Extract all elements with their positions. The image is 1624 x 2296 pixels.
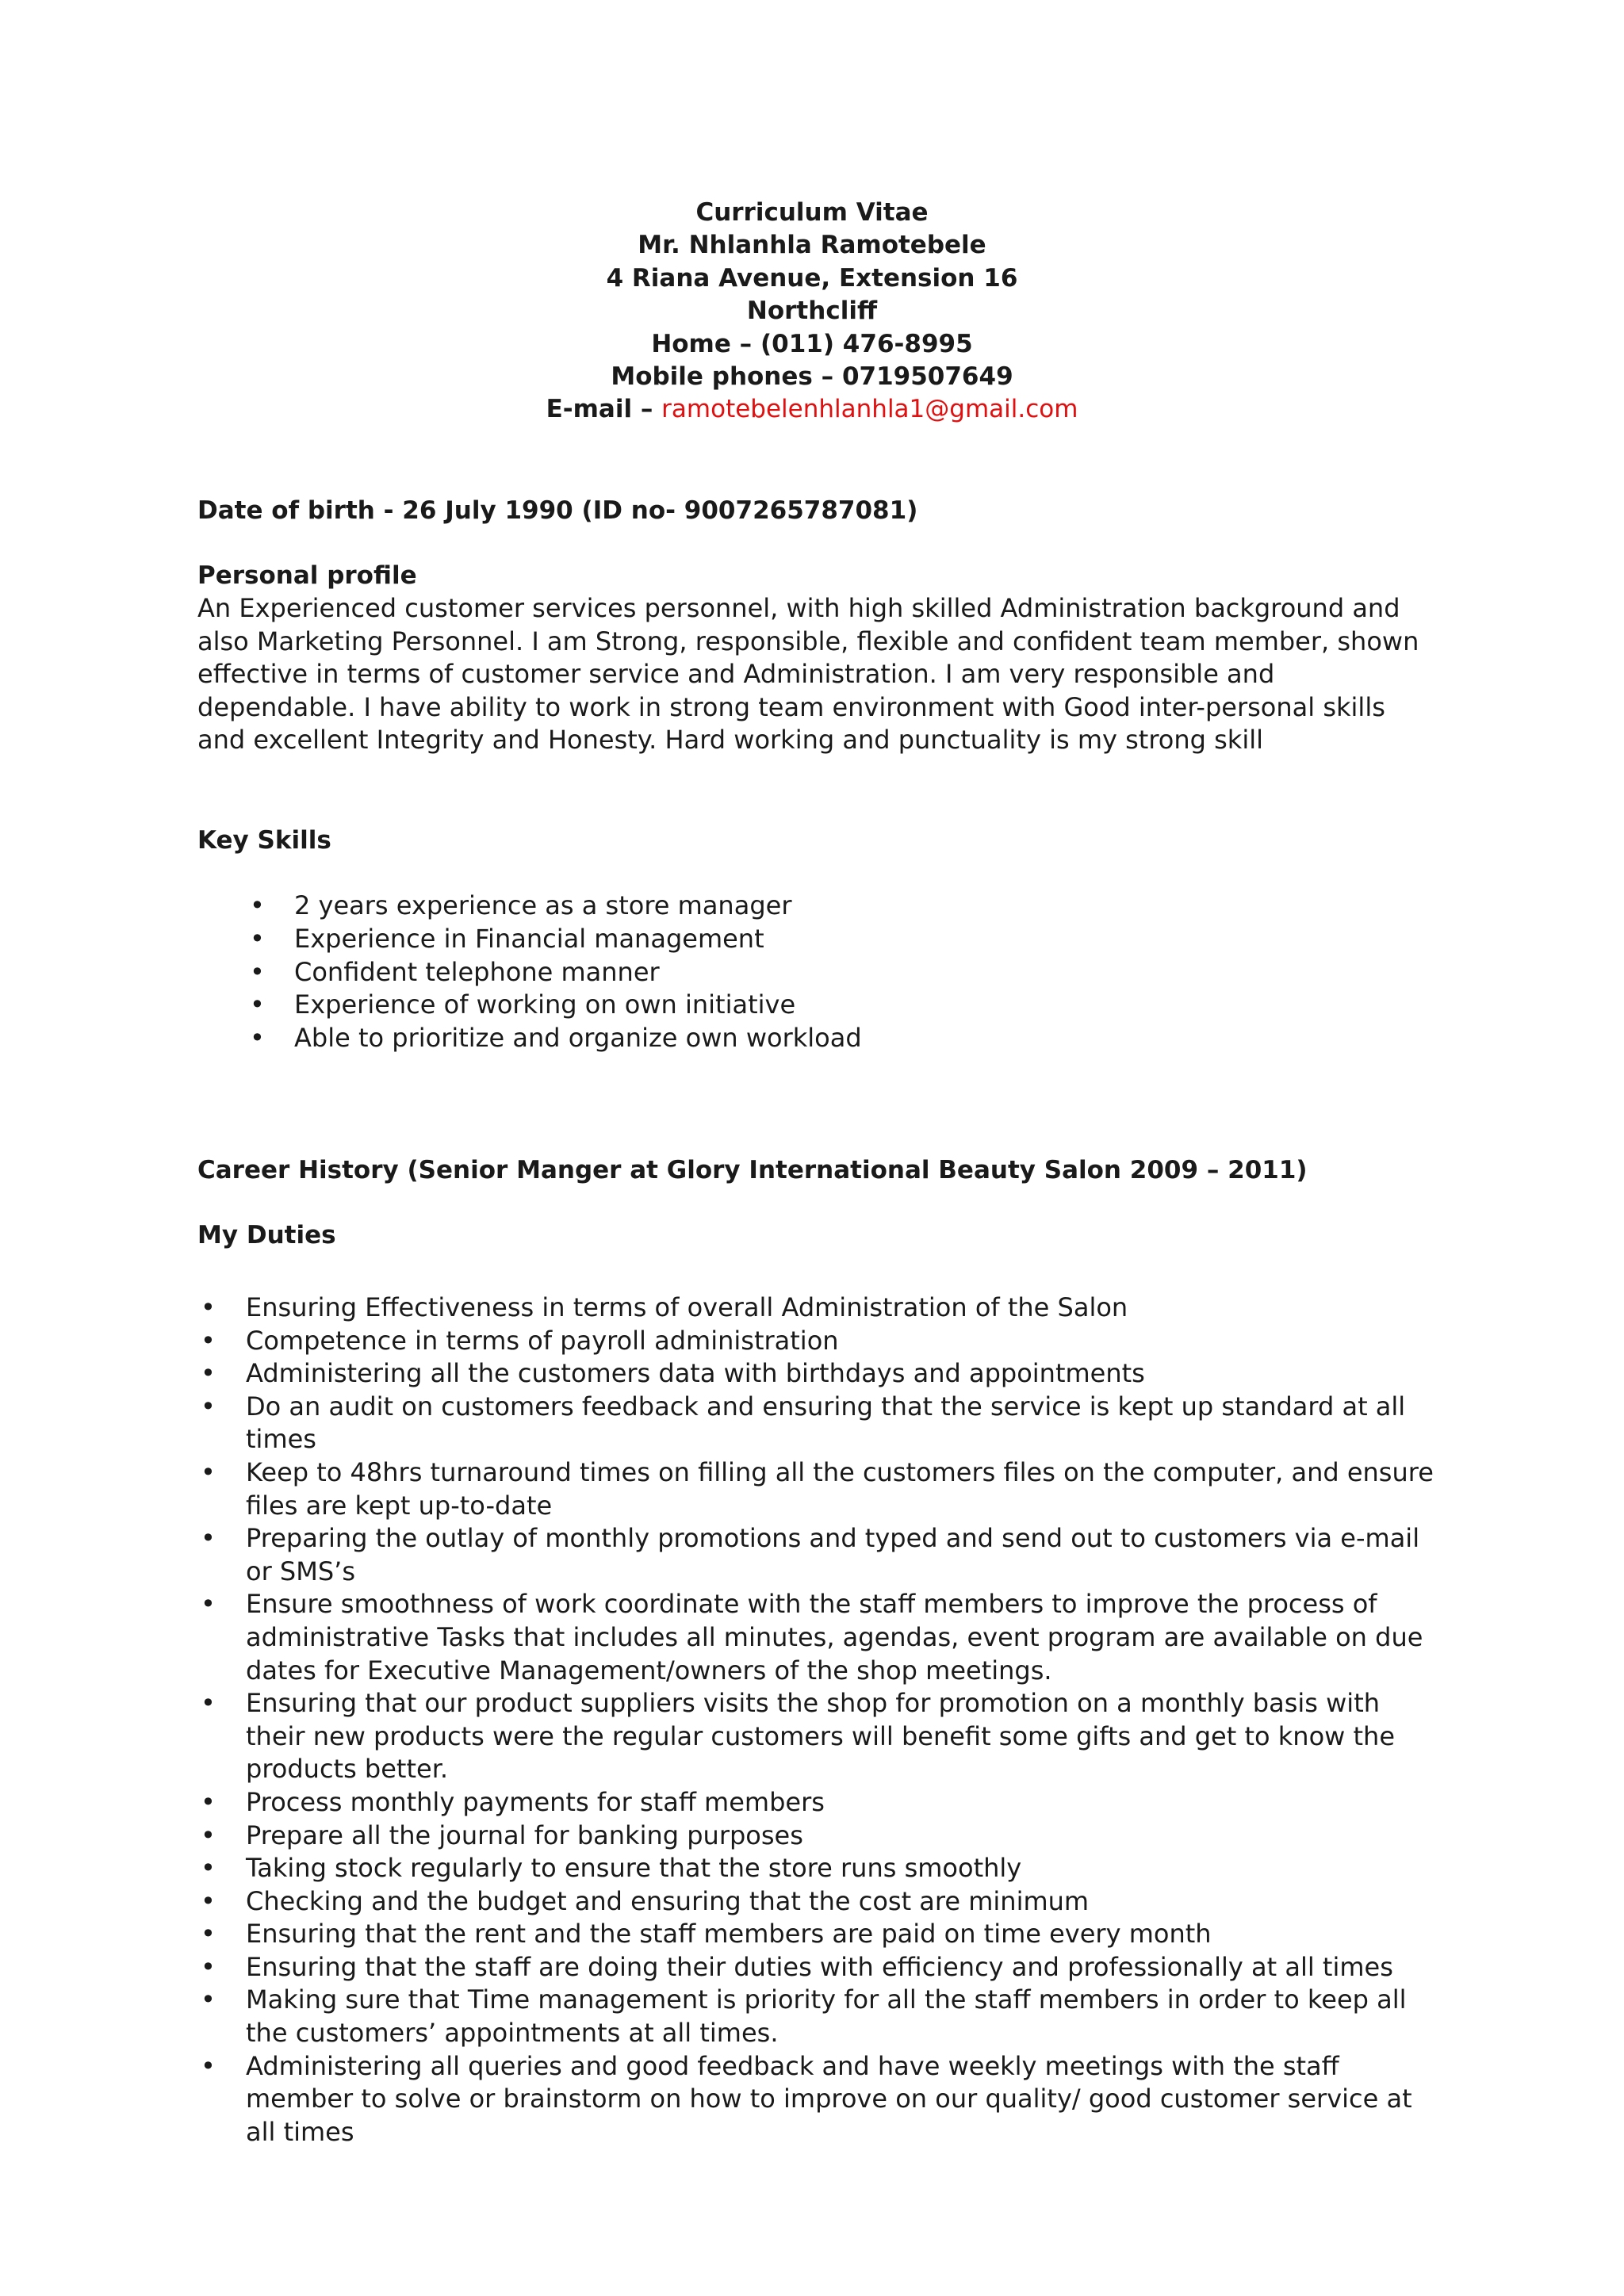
candidate-name: Mr. Nhlanhla Ramotebele <box>638 231 986 260</box>
bullet-icon: • <box>250 956 265 987</box>
bullet-icon: • <box>250 1023 265 1054</box>
list-item <box>197 1522 1434 1588</box>
list-item <box>197 923 1434 956</box>
list-item <box>197 1391 1434 1456</box>
address-suburb: Northcliff <box>746 297 878 326</box>
bullet-icon: • <box>201 1951 216 1982</box>
skill-text: Experience in Financial management <box>294 923 764 954</box>
bullet-icon: • <box>250 989 265 1020</box>
bullet-icon: • <box>201 1820 216 1850</box>
duty-text: Preparing the outlay of monthly promotions and typed and send out to customers via e-mail or SMS’s <box>246 1523 1420 1586</box>
duty-text: Keep to 48hrs turnaround times on filling all the customers files on the computer, and ensure files are kept up-to-date <box>246 1456 1434 1521</box>
duty-text: Ensuring that the rent and the staff members are paid on time every month <box>246 1919 1212 1950</box>
bullet-icon: • <box>201 1919 216 1950</box>
duties-list <box>197 1292 1434 2149</box>
key-skills-list <box>197 890 1434 1055</box>
list-item <box>197 1885 1434 1919</box>
personal-profile-text: An Experienced customer services personnel, with high skilled Administration background and also Marketing Personnel. I am Strong, responsible, flexible and confident team member, shown effective in terms of customer service and Administration. I am very responsible and dependable. I have ability to work in strong team environment with Good inter-personal skills and excellent Integrity and Honesty. Hard working and punctuality is my strong skill <box>197 593 1419 755</box>
duty-text: Ensuring Effectiveness in terms of overall Administration of the Salon <box>246 1292 1128 1322</box>
bullet-icon: • <box>250 890 265 920</box>
list-item <box>197 1325 1434 1358</box>
duty-text: Administering all queries and good feedback and have weekly meetings with the staff member to solve or brainstorm on how to improve on our quality/ good customer service at all times <box>246 2050 1412 2147</box>
bullet-icon: • <box>201 1688 216 1719</box>
email-link[interactable]: ramotebelenhlanhla1@gmail.com <box>661 395 1078 424</box>
email-line <box>0 393 1624 426</box>
bullet-icon: • <box>201 1292 216 1322</box>
list-item <box>197 1456 1434 1522</box>
list-item <box>197 1820 1434 1853</box>
duty-text: Ensure smoothness of work coordinate with the staff members to improve the process of administrative Tasks that includes all minutes, agendas, event program are available on due dates for Executive Management/owners of the shop meetings. <box>246 1589 1423 1686</box>
list-item <box>197 1951 1434 1984</box>
bullet-icon: • <box>201 1358 216 1389</box>
career-history-heading: Career History (Senior Manger at Glory International Beauty Salon 2009 – 2011) <box>197 1156 1308 1184</box>
list-item <box>197 1292 1434 1325</box>
my-duties-heading: My Duties <box>197 1221 336 1249</box>
duty-text: Taking stock regularly to ensure that the store runs smoothly <box>246 1853 1022 1884</box>
home-phone: Home – (011) 476-8995 <box>651 329 973 358</box>
mobile-phone: Mobile phones – 0719507649 <box>611 362 1013 392</box>
bullet-icon: • <box>250 923 265 954</box>
bullet-icon: • <box>201 1853 216 1884</box>
bullet-icon: • <box>201 2050 216 2081</box>
list-item <box>197 1022 1434 1055</box>
list-item <box>197 1687 1434 1786</box>
bullet-icon: • <box>201 1984 216 2015</box>
skill-text: Confident telephone manner <box>294 956 660 987</box>
duty-text: Checking and the budget and ensuring that the cost are minimum <box>246 1885 1090 1916</box>
bullet-icon: • <box>201 1885 216 1916</box>
duty-text: Competence in terms of payroll administration <box>246 1325 839 1356</box>
bullet-icon: • <box>201 1523 216 1554</box>
list-item <box>197 956 1434 989</box>
key-skills-heading: Key Skills <box>197 826 331 855</box>
bullet-icon: • <box>201 1325 216 1356</box>
duty-text: Prepare all the journal for banking purposes <box>246 1820 803 1850</box>
bullet-icon: • <box>201 1589 216 1620</box>
duty-text: Administering all the customers data with birthdays and appointments <box>246 1358 1145 1389</box>
email-label: E-mail – <box>546 395 662 424</box>
cv-header <box>0 197 1624 427</box>
list-item <box>197 1852 1434 1885</box>
duty-text: Do an audit on customers feedback and ensuring that the service is kept up standard at all times <box>246 1391 1406 1455</box>
date-of-birth: Date of birth - 26 July 1990 (ID no- 9007265787081) <box>197 496 918 525</box>
bullet-icon: • <box>201 1456 216 1487</box>
list-item <box>197 890 1434 923</box>
duty-text: Process monthly payments for staff members <box>246 1786 825 1817</box>
list-item <box>197 2050 1434 2149</box>
duty-text: Making sure that Time management is priority for all the staff members in order to keep all the customers’ appointments at all times. <box>246 1984 1407 2049</box>
list-item <box>197 989 1434 1022</box>
list-item <box>197 1918 1434 1951</box>
personal-profile-heading: Personal profile <box>197 561 417 590</box>
list-item <box>197 1357 1434 1391</box>
address-street: 4 Riana Avenue, Extension 16 <box>606 263 1018 293</box>
duty-text: Ensuring that the staff are doing their duties with efficiency and professionally at all times <box>246 1951 1393 1982</box>
list-item <box>197 1588 1434 1687</box>
skill-text: Able to prioritize and organize own workload <box>294 1023 862 1054</box>
list-item <box>197 1786 1434 1820</box>
skill-text: 2 years experience as a store manager <box>294 890 792 920</box>
bullet-icon: • <box>201 1786 216 1817</box>
list-item <box>197 1984 1434 2049</box>
bullet-icon: • <box>201 1391 216 1422</box>
duty-text: Ensuring that our product suppliers visits the shop for promotion on a monthly basis with their new products were the regular customers will benefit some gifts and get to know the products better. <box>246 1688 1395 1785</box>
document-title: Curriculum Vitae <box>695 198 929 227</box>
skill-text: Experience of working on own initiative <box>294 989 796 1020</box>
